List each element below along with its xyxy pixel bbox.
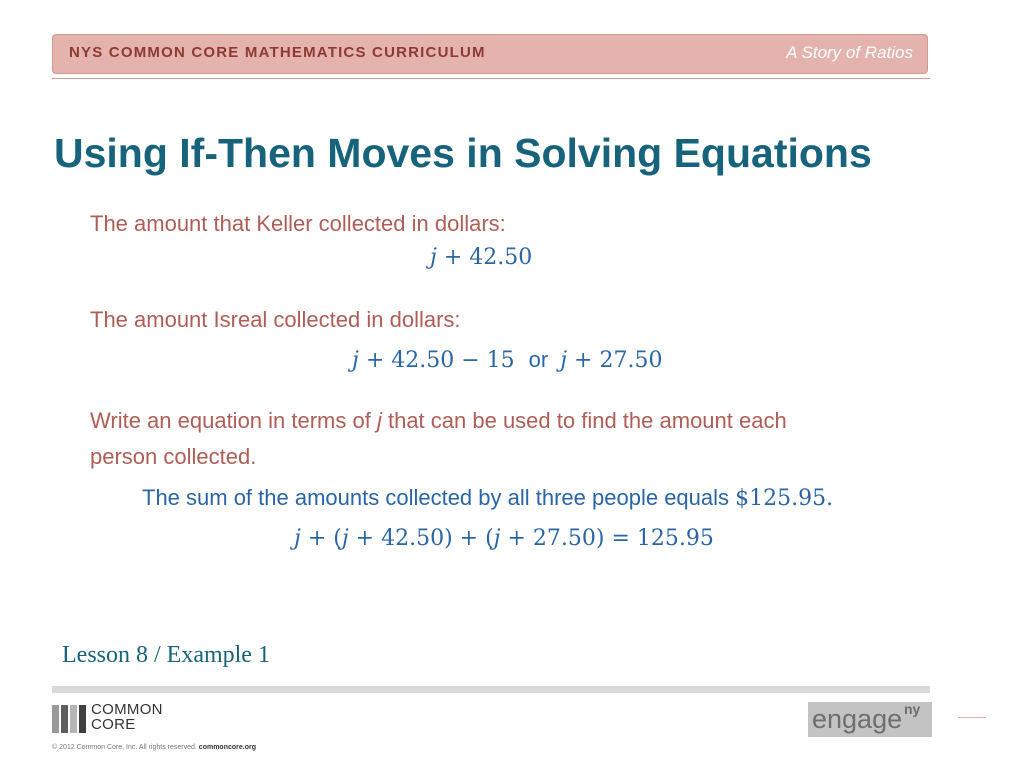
copyright-notice (52, 744, 256, 751)
header-band (52, 34, 928, 74)
footer-divider (52, 686, 930, 693)
slide-title: Using If-Then Moves in Solving Equations (54, 130, 872, 176)
logo-line-2: CORE (91, 716, 136, 733)
keller-expression (430, 245, 532, 270)
write-prompt-before: Write an equation in terms of (90, 408, 377, 433)
isreal-var-b: j (560, 348, 568, 373)
keller-var: j (430, 245, 437, 270)
write-prompt-line2: person collected. (90, 444, 257, 469)
sum-value: $125.95. (735, 486, 834, 511)
write-prompt-var: j (376, 408, 382, 433)
eq-var-3: j (493, 526, 501, 551)
module-label: A Story of Ratios (786, 43, 913, 62)
eq-part-2: + 42.50) + ( (348, 526, 494, 551)
curriculum-label: NYS COMMON CORE MATHEMATICS CURRICULUM (69, 44, 486, 61)
copyright-site: commoncore.org (198, 744, 256, 751)
isreal-rest-a: + 42.50 − 15 (358, 348, 515, 373)
common-core-logo-text (91, 702, 163, 732)
lesson-reference: Lesson 8 / Example 1 (62, 642, 270, 668)
engage-word: engage (812, 704, 903, 734)
equation (294, 526, 714, 551)
eq-var-2: j (341, 526, 349, 551)
eq-part-1: + ( (300, 526, 342, 551)
isreal-rest-b: + 27.50 (567, 348, 663, 373)
isreal-prompt: The amount Isreal collected in dollars: (90, 307, 461, 332)
engage-ny-superscript: ny (904, 701, 921, 717)
eq-var-1: j (294, 526, 301, 551)
keller-rest: + 42.50 (436, 245, 533, 270)
sum-text: The sum of the amounts collected by all three people equals (142, 485, 736, 510)
copyright-text: © 2012 Common Core, Inc. All rights reserved. (52, 744, 197, 751)
isreal-expression (352, 347, 662, 373)
common-core-logo-icon (52, 705, 86, 733)
eq-part-3: + 27.50) = 125.95 (500, 526, 714, 551)
write-prompt (90, 408, 787, 434)
or-word: or (528, 347, 549, 372)
corner-accent-line (958, 717, 986, 718)
header-divider (52, 78, 930, 79)
keller-prompt: The amount that Keller collected in dollars: (90, 211, 506, 236)
logo-line-1: COMMON (91, 701, 163, 718)
engage-ny-logo-icon (808, 702, 932, 737)
isreal-var-a: j (352, 348, 359, 373)
write-prompt-after: that can be used to find the amount each (381, 408, 787, 433)
sum-statement (142, 485, 833, 511)
